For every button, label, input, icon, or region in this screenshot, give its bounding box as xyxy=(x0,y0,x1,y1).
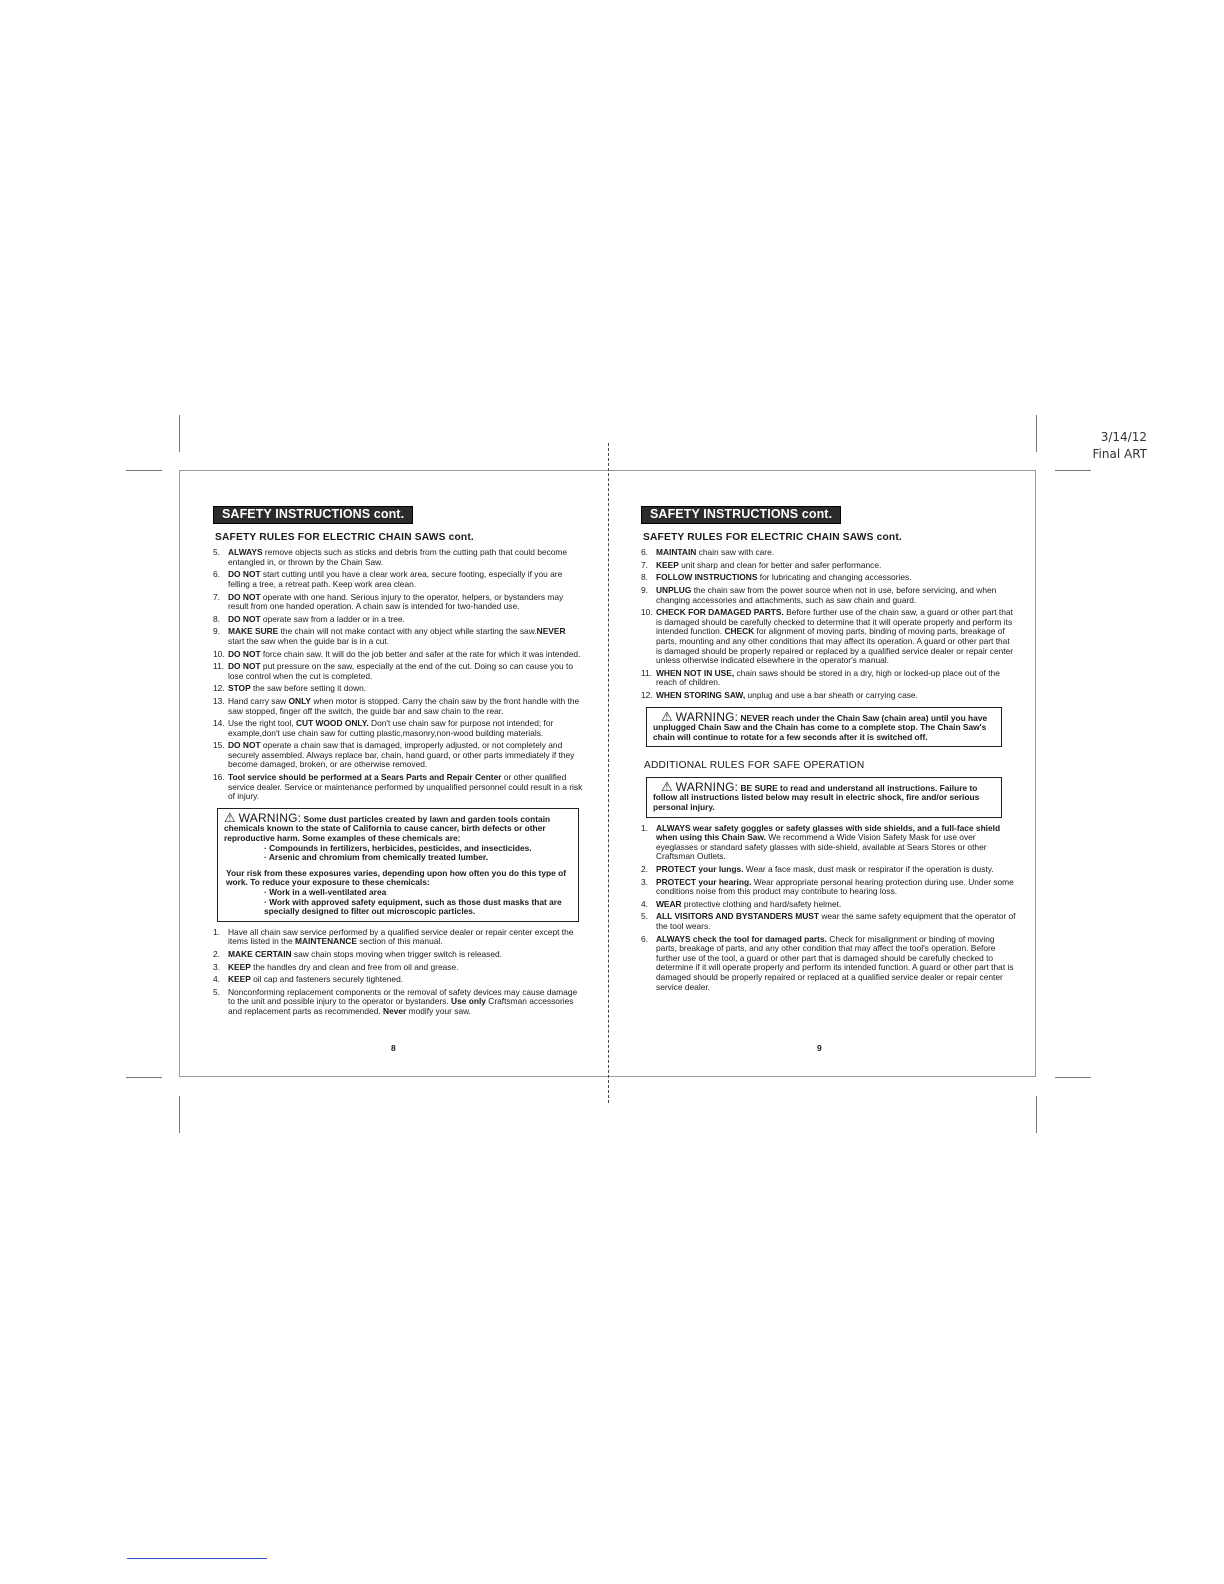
list-item xyxy=(213,570,583,589)
item-text: modify your saw. xyxy=(406,1005,472,1016)
right-warning-box-2 xyxy=(646,777,1002,818)
item-text: operate a chain saw that is damaged, improperly adjusted, or not completely and securely assembled. Always replace bar, chain, hand guard, or other parts immediately if they become damaged, broken, or are otherwise removed. xyxy=(228,740,575,770)
list-item xyxy=(641,912,1017,931)
item-lead: ALWAYS xyxy=(228,547,263,558)
right-subhead-2: ADDITIONAL RULES FOR SAFE OPERATION xyxy=(644,760,865,772)
left-rules-list-2 xyxy=(213,928,583,1017)
warning-label: WARNING: xyxy=(675,779,739,794)
warning-label: WARNING: xyxy=(238,810,302,825)
list-item xyxy=(213,615,583,625)
item-number: 12. xyxy=(641,689,653,700)
item-number: 12. xyxy=(213,683,225,694)
list-item xyxy=(641,669,1017,688)
warning-text-2: Your risk from these exposures varies, depending upon how often you do this type of work. To reduce your exposure to these chemicals: xyxy=(226,867,567,888)
item-number: 13. xyxy=(213,695,225,706)
crop-mark-top-left xyxy=(179,415,180,452)
item-lead: KEEP xyxy=(656,559,679,570)
item-lead: Use only xyxy=(451,996,486,1007)
list-item xyxy=(213,548,583,567)
item-text: Have all chain saw service performed by a qualified service dealer or repair center except the items listed in the xyxy=(228,926,574,947)
list-item xyxy=(213,627,583,646)
item-text: saw chain stops moving when trigger switch is released. xyxy=(291,948,502,959)
crop-mark-bottom-left xyxy=(179,1096,180,1133)
list-item xyxy=(213,650,583,660)
item-text: force chain saw. It will do the job better and safer at the rate for which it was intended. xyxy=(260,648,581,659)
right-rules-list-2 xyxy=(641,824,1017,993)
item-number: 1. xyxy=(641,822,648,833)
list-item xyxy=(213,593,583,612)
item-text: or other qualified service dealer. Service or maintenance performed by unqualified personnel could result in a risk of injury. xyxy=(228,772,583,802)
page-number-right: 9 xyxy=(817,1043,822,1053)
fold-line xyxy=(608,443,609,1103)
warning-bullet: · Compounds in fertilizers, herbicides, pesticides, and insecticides. xyxy=(264,842,532,853)
item-lead: DO NOT xyxy=(228,569,261,580)
item-text: for alignment of moving parts, binding of moving parts, breakage of parts, mounting and any other conditions that may affect its operation. A guard or other part that is damaged should be properly repaired or replaced by a qualified service dealer or repair center unless otherwise indicated elsewhere in the operator's manual. xyxy=(656,626,1014,666)
item-text: start the saw when the guide bar is in a cut. xyxy=(228,635,390,646)
list-item xyxy=(213,719,583,738)
item-text: chain saws should be stored in a dry, high or locked-up place out of the reach of children. xyxy=(656,667,1000,688)
item-lead: DO NOT xyxy=(228,740,261,751)
list-item xyxy=(213,741,583,770)
item-lead: PROTECT your hearing. xyxy=(656,876,752,887)
right-banner: SAFETY INSTRUCTIONS cont. xyxy=(641,506,841,524)
list-item xyxy=(641,586,1017,605)
item-text: the chain will not make contact with any object while starting the saw. xyxy=(278,626,537,637)
item-text: unplug and use a bar sheath or carrying case. xyxy=(745,689,918,700)
item-text: chain saw with care. xyxy=(696,547,775,558)
item-number: 4. xyxy=(213,974,220,985)
item-number: 15. xyxy=(213,740,225,751)
item-lead: MAKE SURE xyxy=(228,626,279,637)
item-text: Hand carry saw xyxy=(228,695,289,706)
warning-label: WARNING: xyxy=(675,709,739,724)
item-lead: UNPLUG xyxy=(656,584,692,595)
list-item xyxy=(213,975,583,985)
item-text: Craftsman accessories and replacement parts as recommended. xyxy=(228,996,574,1016)
item-lead: MAINTAIN xyxy=(656,547,697,558)
item-text: wear the same safety equipment that the operator of the tool wears. xyxy=(656,911,1016,931)
item-number: 2. xyxy=(213,948,220,959)
item-text: protective clothing and hard/safety helmet. xyxy=(681,898,842,909)
item-text: start cutting until you have a clear work area, secure footing, especially if you are felling a tree, a retreat path. Keep work area clean. xyxy=(228,569,563,589)
list-item xyxy=(641,691,1017,701)
crop-mark-right-bottom xyxy=(1055,1077,1091,1078)
item-number: 8. xyxy=(213,613,220,624)
item-lead: DO NOT xyxy=(228,591,261,602)
list-item xyxy=(641,935,1017,993)
item-number: 11. xyxy=(641,667,653,678)
item-text: the handles dry and clean and free from oil and grease. xyxy=(250,961,459,972)
list-item xyxy=(641,865,1017,875)
item-text: operate saw from a ladder or in a tree. xyxy=(260,613,405,624)
item-number: 6. xyxy=(641,933,648,944)
item-number: 2. xyxy=(641,864,648,875)
item-lead: MAKE CERTAIN xyxy=(228,948,292,959)
item-lead: KEEP xyxy=(228,974,251,985)
left-page xyxy=(213,506,583,1020)
item-lead: WHEN NOT IN USE, xyxy=(656,667,735,678)
warning-bullet: · Work in a well-ventilated area xyxy=(264,887,387,897)
item-lead: MAINTENANCE xyxy=(295,936,357,947)
crop-mark-left-top xyxy=(126,470,162,471)
list-item xyxy=(213,928,583,947)
list-item xyxy=(641,824,1017,862)
item-number: 6. xyxy=(213,569,220,580)
item-number: 7. xyxy=(213,591,220,602)
crop-mark-bottom-right xyxy=(1036,1096,1037,1133)
item-number: 3. xyxy=(213,961,220,972)
item-number: 9. xyxy=(213,626,220,637)
item-text: We recommend a Wide Vision Safety Mask for use over eyeglasses or standard safety glasses with side-shield, available at Sears Stores or other Craftsman Outlets. xyxy=(656,832,987,862)
item-lead: DO NOT xyxy=(228,661,261,672)
item-text: put pressure on the saw, especially at the end of the cut. Doing so can cause you to lose control when the cut is completed. xyxy=(228,661,573,681)
list-item xyxy=(641,878,1017,897)
item-text: operate with one hand. Serious injury to the operator, helpers, or bystanders may result from one handed operation. A chain saw is intended for two-handed use. xyxy=(228,591,564,612)
item-lead: ALWAYS wear safety goggles or safety glasses with side shields, and a full-face shield when using this Chain Saw. xyxy=(656,822,1001,843)
item-text: unit sharp and clean for better and safer performance. xyxy=(678,559,882,570)
item-lead: WHEN STORING SAW, xyxy=(656,689,746,700)
item-lead: DO NOT xyxy=(228,648,261,659)
warning-text: NEVER reach under the Chain Saw (chain area) until you have unplugged Chain Saw and the Chain has come to a complete stop. The Chain Saw's chain will continue to rotate for a few seconds after it is switched off. xyxy=(653,712,988,742)
meta-date: 3/14/12 xyxy=(1100,430,1147,444)
warning-text: Some dust particles created by lawn and garden tools contain chemicals known to the state of California to cause cancer, birth defects or other reproductive harm. Some examples of these chemicals are: xyxy=(224,813,551,844)
item-lead: DO NOT xyxy=(228,613,261,624)
list-item xyxy=(641,573,1017,583)
list-item xyxy=(213,697,583,716)
list-item xyxy=(213,950,583,960)
item-text: section of this manual. xyxy=(356,936,443,947)
item-text: for lubricating and changing accessories. xyxy=(757,572,912,583)
item-lead: CHECK FOR DAMAGED PARTS. xyxy=(656,607,784,618)
item-text: when motor is stopped. Carry the chain saw by the front handle with the saw stopped, finger off the switch, the guide bar and saw chain to the rear. xyxy=(228,695,580,716)
item-number: 3. xyxy=(641,876,648,887)
item-text: remove objects such as sticks and debris from the cutting path that could become entangled in, or thrown by the Chain Saw. xyxy=(228,547,568,567)
item-lead: Tool service should be performed at a Sears Parts and Repair Center xyxy=(228,772,502,783)
item-text: oil cap and fasteners securely tightened. xyxy=(250,974,404,985)
item-lead: ONLY xyxy=(288,695,312,706)
item-lead: WEAR xyxy=(656,898,682,909)
item-text: Nonconforming replacement components or the removal of safety devices may cause damage to the unit and possible injury to the operator or bystanders. xyxy=(228,986,578,1007)
item-number: 6. xyxy=(641,547,648,558)
list-item xyxy=(641,561,1017,571)
right-warning-box-1 xyxy=(646,707,1002,748)
list-item xyxy=(641,548,1017,558)
item-number: 10. xyxy=(641,607,653,618)
item-number: 1. xyxy=(213,926,220,937)
warning-triangle-icon: ⚠ xyxy=(224,809,236,825)
warning-bullet: · Work with approved safety equipment, such as those dust masks that are specially designed to filter out microscopic particles. xyxy=(264,896,562,917)
list-item xyxy=(641,608,1017,666)
item-number: 7. xyxy=(641,559,648,570)
left-banner: SAFETY INSTRUCTIONS cont. xyxy=(213,506,413,524)
left-subhead: SAFETY RULES FOR ELECTRIC CHAIN SAWS cont. xyxy=(215,531,474,543)
item-number: 10. xyxy=(213,648,225,659)
item-number: 14. xyxy=(213,718,225,729)
list-item xyxy=(213,773,583,802)
item-lead: STOP xyxy=(228,683,251,694)
item-text: Use the right tool, xyxy=(228,718,296,729)
right-subhead: SAFETY RULES FOR ELECTRIC CHAIN SAWS cont. xyxy=(643,531,902,543)
item-text: Wear a face mask, dust mask or respirator if the operation is dusty. xyxy=(743,864,994,875)
item-lead: CUT WOOD ONLY. xyxy=(295,718,369,729)
meta-status: Final ART xyxy=(1092,447,1147,461)
list-item xyxy=(641,900,1017,910)
item-lead: Never xyxy=(383,1005,407,1016)
item-lead: ALL VISITORS AND BYSTANDERS MUST xyxy=(656,911,820,922)
list-item xyxy=(213,988,583,1017)
warning-triangle-icon: ⚠ xyxy=(661,778,673,794)
item-lead: PROTECT your lungs. xyxy=(656,864,744,875)
list-item xyxy=(213,684,583,694)
item-number: 5. xyxy=(213,986,220,997)
item-number: 5. xyxy=(213,547,220,558)
item-number: 4. xyxy=(641,898,648,909)
item-lead: KEEP xyxy=(228,961,251,972)
warning-triangle-icon: ⚠ xyxy=(661,708,673,724)
crop-mark-right-top xyxy=(1055,470,1091,471)
crop-mark-left-bottom xyxy=(126,1077,162,1078)
page-number-left: 8 xyxy=(391,1043,396,1053)
item-text: the saw before setting it down. xyxy=(250,683,367,694)
item-text: Wear appropriate personal hearing protection during use. Under some conditions noise from this product may contribute to hearing loss. xyxy=(656,876,1014,897)
item-text: Before further use of the chain saw, a guard or other part that is damaged should be carefully checked to determine that it will operate properly and perform its intended function. xyxy=(656,607,1013,637)
item-text: Don't use chain saw for purpose not intended; for example,don't use chain saw for cutting plastic,masonry,non-wood building materials. xyxy=(228,718,554,738)
item-text: the chain saw from the power source when not in use, before servicing, and when changing accessories and attachments, such as saw chain and guard. xyxy=(656,584,997,605)
crop-mark-top-right xyxy=(1036,415,1037,452)
list-item xyxy=(213,662,583,681)
item-number: 11. xyxy=(213,661,225,672)
item-number: 5. xyxy=(641,911,648,922)
item-lead: NEVER xyxy=(536,626,566,637)
item-lead: CHECK xyxy=(724,626,755,637)
bottom-rule xyxy=(127,1558,267,1559)
warning-text: BE SURE to read and understand all instructions. Failure to follow all instructions listed below may result in electric shock, fire and/or serious personal injury. xyxy=(653,782,980,813)
item-number: 9. xyxy=(641,584,648,595)
item-number: 8. xyxy=(641,572,648,583)
left-rules-list xyxy=(213,548,583,802)
item-lead: ALWAYS check the tool for damaged parts. xyxy=(656,933,827,944)
list-item xyxy=(213,963,583,973)
item-text: Check for misalignment or binding of moving parts, breakage of parts, and any other condition that may affect the tool's operation. Before further use of the tool, a guard or other part that is damaged should be carefully checked to determine if it will operate properly and perform its intended function. A guard or other part that is damaged should be properly repaired or replaced at a qualified service dealer or repair center service dealer. xyxy=(656,933,1014,992)
item-number: 16. xyxy=(213,772,225,783)
warning-bullet: · Arsenic and chromium from chemically treated lumber. xyxy=(264,852,489,863)
item-lead: FOLLOW INSTRUCTIONS xyxy=(656,572,758,583)
left-warning-box xyxy=(217,808,579,922)
right-page xyxy=(641,506,1017,995)
right-rules-list xyxy=(641,548,1017,700)
